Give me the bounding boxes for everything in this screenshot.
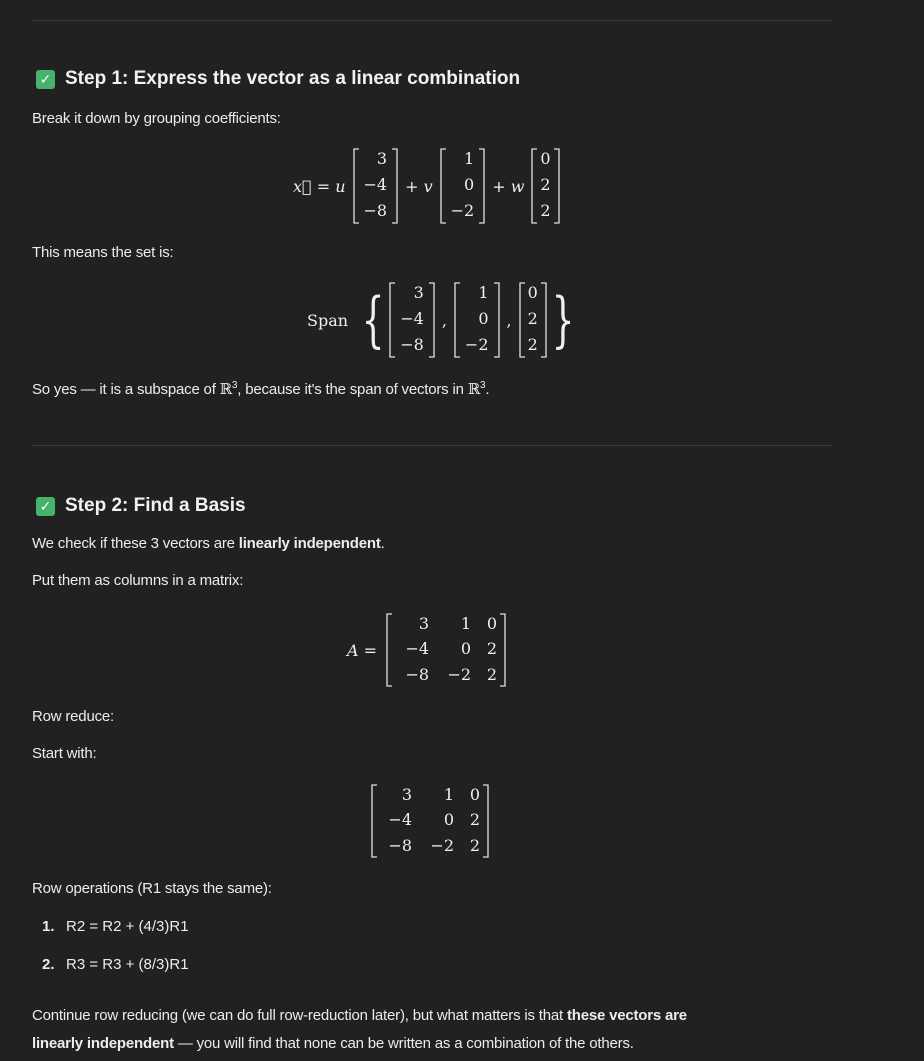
span-vector-2-entry: 1 bbox=[478, 283, 489, 302]
matrix-A bbox=[347, 613, 507, 687]
bracket-right bbox=[493, 282, 501, 358]
step1-equation bbox=[293, 148, 561, 224]
span-vector-3-entry: 2 bbox=[527, 335, 538, 354]
bracket-left bbox=[439, 148, 447, 224]
bracket-left bbox=[453, 282, 461, 358]
span-vector-1-entry: 3 bbox=[413, 283, 424, 302]
vector-1-entry: 3 bbox=[376, 149, 388, 168]
step1-conclusion bbox=[32, 380, 489, 398]
span-vector-2 bbox=[453, 282, 501, 358]
vector-1 bbox=[352, 148, 400, 224]
step2-row-reduce: Row reduce: bbox=[32, 708, 115, 725]
start-matrix-cell: 0 bbox=[469, 785, 480, 804]
span-vector-1-entry: −4 bbox=[400, 309, 424, 328]
list-item bbox=[42, 918, 189, 935]
start-matrix-cell: 2 bbox=[469, 810, 480, 830]
field-exponent: 3 bbox=[479, 380, 486, 391]
check-text: We check if these 3 vectors are bbox=[32, 535, 239, 552]
start-matrix-cell: −8 bbox=[388, 835, 412, 855]
span-vector-1-entry: −8 bbox=[400, 335, 424, 354]
matrix-cell: −4 bbox=[405, 639, 430, 659]
bracket-right bbox=[478, 148, 486, 224]
matrix-cell: −8 bbox=[405, 664, 430, 684]
comma: , bbox=[441, 310, 447, 330]
step1-set-intro: This means the set is: bbox=[32, 244, 174, 261]
matrix-cell: 3 bbox=[418, 614, 430, 633]
matrix-cell: 1 bbox=[460, 614, 472, 633]
matrix-cell: −2 bbox=[447, 664, 472, 684]
span-vector-2-entry: 0 bbox=[478, 309, 489, 328]
step2-continue bbox=[32, 1002, 832, 1058]
conclusion-text: , because it's the span of vectors in bbox=[237, 381, 468, 398]
step2-check bbox=[32, 535, 385, 552]
bracket-right bbox=[482, 784, 490, 858]
vector-2-entry: 1 bbox=[464, 149, 475, 168]
matrix-cell: 0 bbox=[486, 614, 498, 633]
check-bold: linearly independent bbox=[238, 535, 381, 552]
matrix-cell: 2 bbox=[486, 639, 498, 659]
step2-start-with: Start with: bbox=[32, 745, 97, 762]
bracket-right bbox=[540, 282, 548, 358]
step1-intro: Break it down by grouping coefficients: bbox=[32, 110, 281, 127]
start-matrix-cell: 2 bbox=[469, 835, 480, 855]
step2-row-ops-intro: Row operations (R1 stays the same): bbox=[32, 880, 272, 897]
span-vector-3 bbox=[518, 282, 548, 358]
bracket-left bbox=[530, 148, 538, 224]
comma: , bbox=[506, 310, 512, 330]
step2-put-cols: Put them as columns in a matrix: bbox=[32, 572, 244, 589]
bracket-left bbox=[518, 282, 526, 358]
start-matrix bbox=[370, 784, 490, 858]
matrix-label: A = bbox=[347, 640, 378, 660]
vector-1-entry: −8 bbox=[363, 201, 388, 220]
list-item bbox=[42, 956, 189, 973]
vector-3-entry: 2 bbox=[540, 175, 551, 194]
start-matrix-cell: 1 bbox=[443, 785, 454, 804]
bracket-right bbox=[428, 282, 436, 358]
vector-3-entry: 0 bbox=[540, 149, 551, 168]
check-icon: ✓ bbox=[36, 497, 55, 516]
continue-text: — you will find that none can be written as a combination of the others. bbox=[173, 1035, 634, 1052]
continue-bold: these vectors are bbox=[566, 1007, 687, 1024]
eq-op2: + w bbox=[492, 176, 525, 196]
eq-lhs: x⃗ = u bbox=[293, 176, 346, 196]
step2-title: Step 2: Find a Basis bbox=[65, 495, 246, 516]
list-text: R3 = R3 + (8/3)R1 bbox=[66, 956, 189, 973]
divider-top bbox=[32, 20, 832, 21]
step2-heading bbox=[36, 495, 246, 517]
matrix-cell: 0 bbox=[460, 639, 472, 659]
eq-op1: + v bbox=[405, 176, 433, 196]
list-text: R2 = R2 + (4/3)R1 bbox=[66, 918, 189, 935]
vector-3 bbox=[530, 148, 560, 224]
vector-2 bbox=[439, 148, 487, 224]
bracket-right bbox=[391, 148, 399, 224]
step1-heading bbox=[36, 68, 520, 90]
conclusion-text: So yes — it is a subspace of bbox=[32, 381, 220, 398]
matrix-body bbox=[385, 613, 507, 687]
vector-1-entry: −4 bbox=[363, 175, 388, 194]
matrix-cell: 2 bbox=[486, 664, 498, 684]
field-symbol: ℝ bbox=[219, 380, 232, 398]
start-matrix-cell: 0 bbox=[443, 810, 454, 830]
vector-3-entry: 2 bbox=[540, 201, 551, 220]
divider-middle bbox=[32, 445, 832, 446]
start-matrix-cell: −2 bbox=[430, 835, 454, 855]
bracket-left bbox=[352, 148, 360, 224]
bracket-left bbox=[370, 784, 378, 858]
check-text: . bbox=[380, 535, 385, 552]
start-matrix-cell: 3 bbox=[401, 785, 412, 804]
span-vector-3-entry: 0 bbox=[527, 283, 538, 302]
vector-2-entry: −2 bbox=[450, 201, 475, 220]
vector-2-entry: 0 bbox=[464, 175, 475, 194]
bracket-right bbox=[499, 613, 507, 687]
check-icon: ✓ bbox=[36, 70, 55, 89]
bracket-right bbox=[553, 148, 561, 224]
continue-bold: linearly independent bbox=[32, 1035, 174, 1052]
list-number: 2. bbox=[42, 956, 55, 973]
start-matrix-cell: −4 bbox=[388, 810, 412, 830]
bracket-left bbox=[388, 282, 396, 358]
span-label: Span bbox=[307, 310, 349, 330]
right-brace: } bbox=[551, 285, 575, 355]
list-number: 1. bbox=[42, 918, 55, 935]
span-vector-2-entry: −2 bbox=[464, 335, 489, 354]
left-brace: { bbox=[361, 285, 385, 355]
step1-title: Step 1: Express the vector as a linear combination bbox=[65, 68, 521, 89]
bracket-left bbox=[385, 613, 393, 687]
field-symbol: ℝ bbox=[467, 380, 480, 398]
start-matrix-body bbox=[370, 784, 490, 858]
continue-text: Continue row reducing (we can do full row-reduction later), but what matters is that bbox=[32, 1007, 567, 1024]
span-vector-3-entry: 2 bbox=[527, 309, 538, 328]
span-vector-1 bbox=[388, 282, 436, 358]
field-exponent: 3 bbox=[231, 380, 238, 391]
span-expression bbox=[307, 282, 582, 358]
conclusion-text: . bbox=[485, 381, 490, 398]
